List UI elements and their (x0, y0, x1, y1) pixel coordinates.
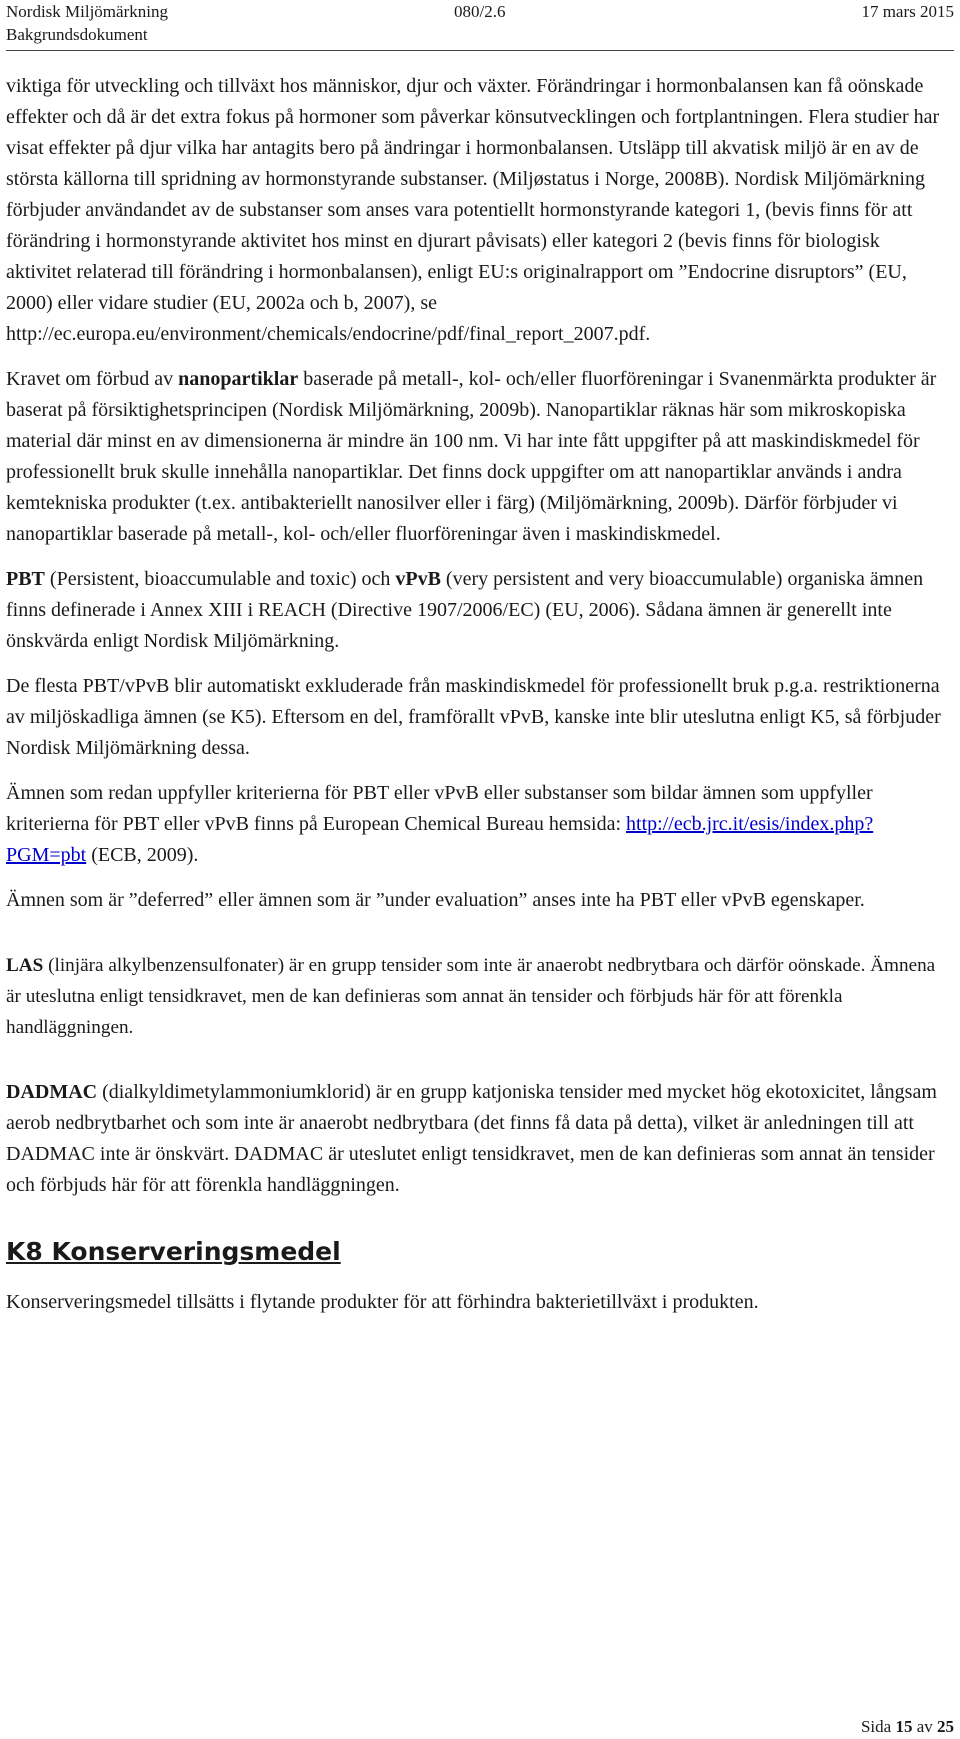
las-bold-term: LAS (6, 955, 44, 976)
document-body (6, 71, 950, 1332)
preservatives-text: Konserveringsmedel tillsätts i flytande produkter för att förhindra bakterietillväxt i produkten. (6, 1291, 759, 1313)
header-doc-type: Bakgrundsdokument (6, 25, 148, 44)
pbt-bold-term: PBT (6, 568, 45, 590)
paragraph-ecb (6, 778, 950, 871)
ecb-text-after: (ECB, 2009). (86, 844, 199, 866)
dadmac-bold-term: DADMAC (6, 1081, 98, 1103)
nano-text-after: baserade på metall-, kol- och/eller fluorföreningar i Svanenmärkta produkter är baserat på försiktighetsprincipen (Nordisk Miljömärkning, 2009b). Nanopartiklar räknas här som mikroskopiska material där minst en av dimensionerna är mindre än 100 nm. Vi har inte fått uppgifter på att maskindiskmedel för professionellt bruk skulle innehålla nanopartiklar. Det finns dock uppgifter om att nanopartiklar används i andra kemtekniska produkter (t.ex. antibakteriellt nanosilver eller i färg) (Miljömärkning, 2009b). Därför förbjuder vi nanopartiklar baserade på metall-, kol- och/eller fluorföreningar även i maskindiskmedel. (6, 368, 937, 545)
paragraph-hormones-text: viktiga för utveckling och tillväxt hos människor, djur och växter. Förändringar i hormonbalansen kan få oönskade effekter och då är det extra fokus på hormoner som påverkar könsutvecklingen och fortplantningen. Flera studier har visat effekter på djur vilka har antagits bero på ändringar i hormonbalansen. Utsläpp till akvatisk miljö är en av de största källorna till spridning av hormonstyrande substanser. (Miljøstatus i Norge, 2008B). Nordisk Miljömärkning förbjuder användandet av de substanser som anses vara potentiellt hormonstyrande kategori 1, (bevis finns för att förändring i hormonstyrande aktivitet hos minst en djurart påvisats) eller kategori 2 (bevis finns för biologisk aktivitet relaterad till förändring i hormonbalansen), enligt EU:s originalrapport om ”Endocrine disruptors” (EU, 2000) eller vidare studier (EU, 2002a och b, 2007), se http://ec.europa.eu/environment/chemicals/endocrine/pdf/final_report_2007.pdf. (6, 75, 940, 345)
paragraph-preservatives (6, 1287, 950, 1318)
las-text: (linjära alkylbenzensulfonater) är en grupp tensider som inte är anaerobt nedbrytbara och därför oönskade. Ämnena är uteslutna enligt tensidkravet, men de kan definieras som annat än tensider och förbjuds här för att förenkla handläggningen. (6, 955, 936, 1038)
header-date: 17 mars 2015 (861, 2, 954, 21)
header-doc-number: 080/2.6 (454, 2, 506, 21)
dadmac-text: (dialkyldimetylammoniumklorid) är en grupp katjoniska tensider med mycket hög ekotoxicitet, långsam aerob nedbrytbarhet och som inte är anaerobt nedbrytbara (det finns få data på detta), vilket är anledningen till att DADMAC inte är önskvärt. DADMAC är uteslutet enligt tensidkravet, men de kan definieras som annat än tensider och förbjuds här för att förenkla handläggningen. (6, 1081, 937, 1196)
nano-bold-term: nanopartiklar (178, 368, 299, 390)
paragraph-deferred (6, 885, 950, 916)
section-heading-k8: K8 Konserveringsmedel (6, 1237, 341, 1266)
paragraph-hormones (6, 71, 950, 350)
footer-page-number: 15 (895, 1717, 913, 1736)
nano-text-before: Kravet om förbud av (6, 368, 179, 390)
pbt-text-mid: (Persistent, bioaccumulable and toxic) och (44, 568, 396, 590)
ecb-text-before: Ämnen som redan uppfyller kriterierna för PBT eller vPvB eller substanser som bildar ämnen som uppfyller kriterierna för PBT eller vPvB finns på European Chemical Bureau hemsida: (6, 782, 873, 835)
paragraph-dadmac (6, 1077, 950, 1201)
vpvb-bold-term: vPvB (395, 568, 441, 590)
paragraph-nanoparticles (6, 364, 950, 550)
pbt-text-after: (very persistent and very bioaccumulable) organiska ämnen finns definerade i Annex XIII i REACH (Directive 1907/2006/EC) (EU, 2006). Sådana ämnen är generellt inte önskvärda enligt Nordisk Miljömärkning. (6, 568, 924, 652)
pbt-exclusion-text: De flesta PBT/vPvB blir automatiskt exkluderade från maskindiskmedel för professionellt bruk p.g.a. restriktionerna av miljöskadliga ämnen (se K5). Eftersom en del, framförallt vPvB, kanske inte blir uteslutna enligt K5, så förbjuder Nordisk Miljömärkning dessa. (6, 675, 941, 759)
header-left (6, 0, 168, 46)
footer-prefix: Sida (860, 1717, 896, 1736)
paragraph-las (6, 950, 950, 1043)
footer-page-total: 25 (937, 1717, 954, 1736)
ecb-pbt-link[interactable]: http://ecb.jrc.it/esis/index.php?PGM=pbt (6, 813, 874, 866)
header-org: Nordisk Miljömärkning (6, 2, 168, 21)
paragraph-pbt-vpvb (6, 564, 950, 657)
paragraph-pbt-exclusion (6, 671, 950, 764)
page-footer (861, 1716, 954, 1738)
deferred-text: Ämnen som är ”deferred” eller ämnen som är ”under evaluation” anses inte ha PBT eller vPvB egenskaper. (6, 889, 865, 911)
page-header (6, 0, 954, 51)
footer-middle: av (912, 1717, 937, 1736)
